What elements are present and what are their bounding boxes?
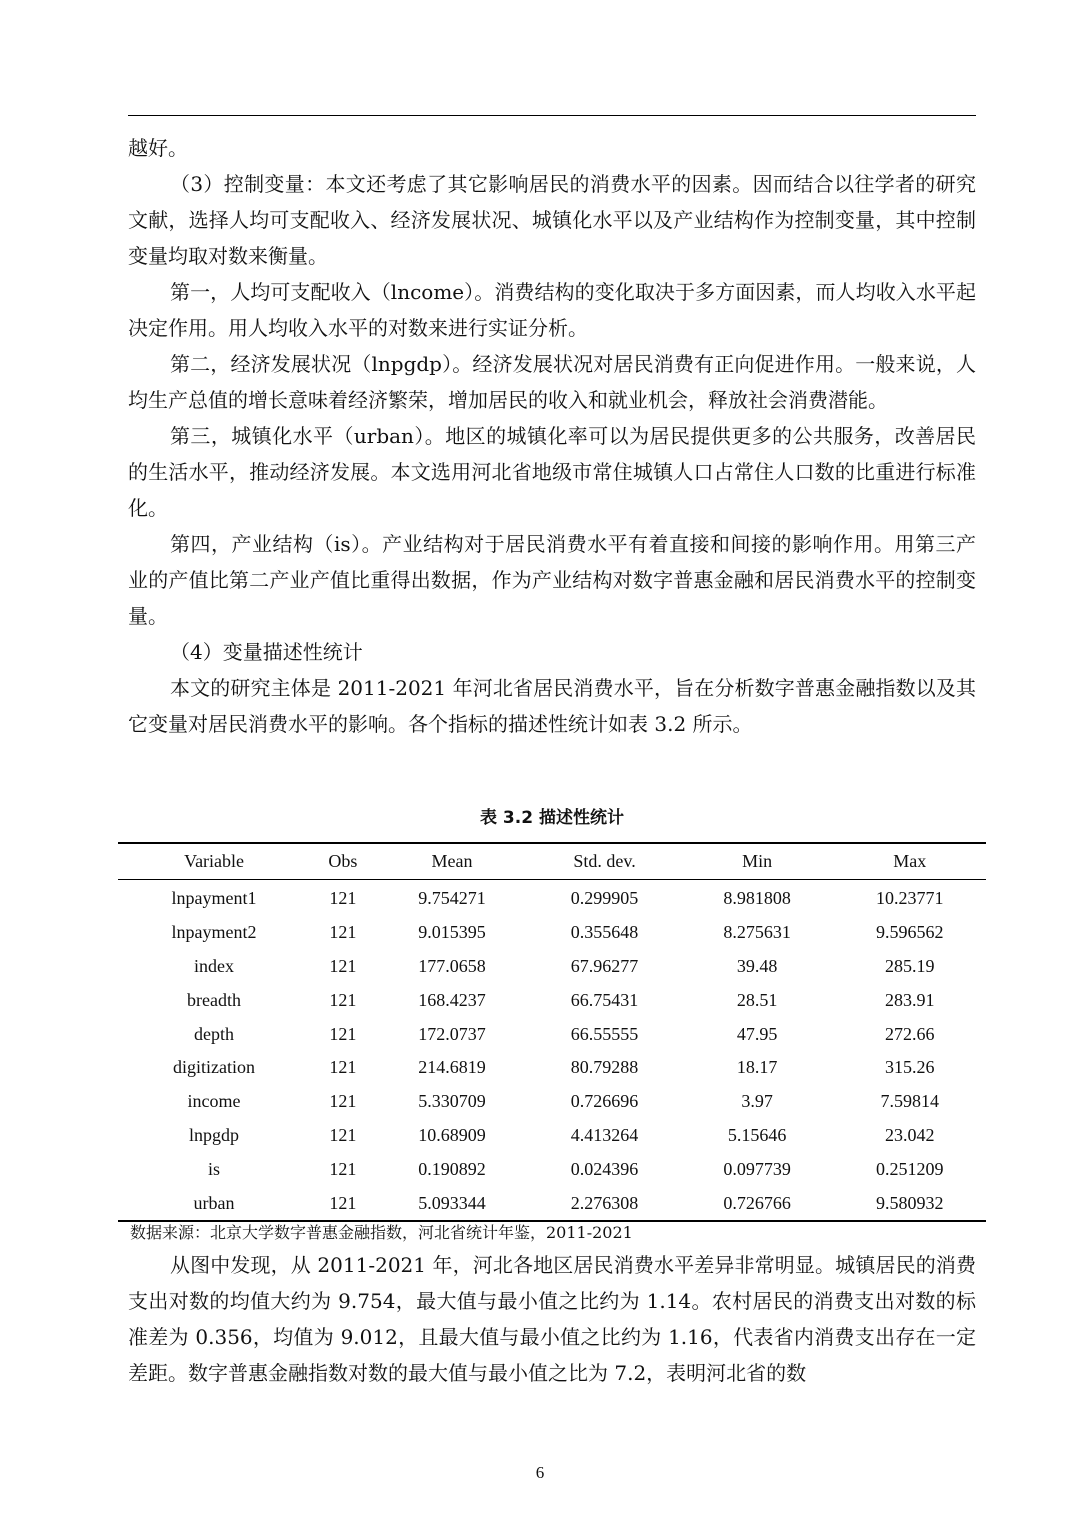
cell-variable: urban <box>118 1186 310 1221</box>
cell-std-dev: 2.276308 <box>528 1186 681 1221</box>
cell-obs: 121 <box>329 1091 357 1112</box>
cell-min: 18.17 <box>736 1057 778 1078</box>
cell-min: 0.097739 <box>723 1158 791 1179</box>
cell-std-dev: 67.96277 <box>570 955 639 976</box>
cell-max: 9.596562 <box>875 922 944 943</box>
cell-mean: 172.0737 <box>418 1023 486 1044</box>
cell-variable: lnpgdp <box>189 1124 240 1145</box>
cell-std-dev: 66.75431 <box>570 989 639 1010</box>
cell-max: 9.580932 <box>833 1186 986 1221</box>
body-text-bottom <box>128 1247 976 1391</box>
body-text-top <box>128 130 976 742</box>
cell-variable: digitization <box>173 1057 256 1078</box>
section-heading-descriptive-stats: （4）变量描述性统计 <box>170 640 363 664</box>
cell-obs: 121 <box>329 1158 357 1179</box>
cell-variable: lnpayment2 <box>171 922 257 943</box>
cell-min: 47.95 <box>736 1023 778 1044</box>
cell-max: 10.23771 <box>875 888 944 909</box>
cell-std-dev: 0.299905 <box>570 888 639 909</box>
cell-mean: 168.4237 <box>418 989 486 1010</box>
cell-obs: 121 <box>329 989 357 1010</box>
cell-max: 315.26 <box>884 1057 935 1078</box>
cell-mean: 177.0658 <box>418 955 486 976</box>
cell-mean: 9.015395 <box>418 922 486 943</box>
cell-variable: breadth <box>187 989 242 1010</box>
header-rule <box>128 115 976 116</box>
cell-min: 5.15646 <box>727 1124 787 1145</box>
cell-std-dev: 80.79288 <box>570 1057 639 1078</box>
table-row <box>118 1186 986 1221</box>
cell-max: 23.042 <box>884 1124 935 1145</box>
cell-obs: 121 <box>310 1186 376 1221</box>
table-row <box>118 983 986 1017</box>
cell-mean: 5.093344 <box>376 1186 529 1221</box>
cell-max: 272.66 <box>884 1023 935 1044</box>
cell-variable: income <box>187 1091 241 1112</box>
paragraph-study-subject: 本文的研究主体是 2011-2021 年河北省居民消费水平，旨在分析数字普惠金融指数以及其它变量对居民消费水平的影响。各个指标的描述性统计如表 3.2 所示。 <box>128 676 976 736</box>
table-row <box>118 1152 986 1186</box>
table-header-row <box>118 843 986 880</box>
cell-min: 3.97 <box>741 1091 773 1112</box>
header-std-dev: Std. dev. <box>528 843 681 880</box>
table-row <box>118 880 986 916</box>
cell-min: 8.981808 <box>723 888 791 909</box>
table-caption: 表 3.2 描述性统计 <box>480 808 624 828</box>
page-number: 6 <box>535 1463 545 1482</box>
cell-obs: 121 <box>329 955 357 976</box>
table-source-note: 数据来源：北京大学数字普惠金融指数，河北省统计年鉴，2011-2021 <box>130 1223 633 1242</box>
cell-max: 285.19 <box>884 955 935 976</box>
descriptive-stats-table <box>118 842 986 1222</box>
paragraph-control-variables: （3）控制变量：本文还考虑了其它影响居民的消费水平的因素。因而结合以往学者的研究文献，选择人均可支配收入、经济发展状况、城镇化水平以及产业结构作为控制变量，其中控制变量均取对数来衡量。 <box>128 172 976 268</box>
cell-mean: 10.68909 <box>418 1124 486 1145</box>
cell-std-dev: 0.355648 <box>570 922 639 943</box>
paragraph-continuation: 越好。 <box>128 136 188 160</box>
cell-obs: 121 <box>329 1023 357 1044</box>
cell-mean: 214.6819 <box>418 1057 486 1078</box>
paragraph-findings: 从图中发现，从 2011-2021 年，河北各地区居民消费水平差异非常明显。城镇居民的消费支出对数的均值大约为 9.754，最大值与最小值之比约为 1.14。农村居民的消费支出对数的标准差为 0.356，均值为 9.012，且最大值与最小值之比约为 1.16，代表省内消费支出存在一定差距。数字普惠金融指数对数的最大值与最小值之比为 7.2，表明河北省的数 <box>128 1253 976 1385</box>
cell-variable: index <box>194 955 235 976</box>
cell-std-dev: 4.413264 <box>570 1124 639 1145</box>
cell-obs: 121 <box>329 888 357 909</box>
paragraph-lnpgdp: 第二，经济发展状况（lnpgdp）。经济发展状况对居民消费有正向促进作用。一般来说，人均生产总值的增长意味着经济繁荣，增加居民的收入和就业机会，释放社会消费潜能。 <box>128 352 976 412</box>
cell-obs: 121 <box>329 1057 357 1078</box>
cell-min: 28.51 <box>736 989 778 1010</box>
cell-min: 0.726766 <box>681 1186 834 1221</box>
cell-std-dev: 0.024396 <box>570 1158 639 1179</box>
table-row <box>118 1017 986 1051</box>
cell-mean: 9.754271 <box>418 888 486 909</box>
cell-variable: depth <box>194 1023 235 1044</box>
paragraph-income: 第一，人均可支配收入（lncome）。消费结构的变化取决于多方面因素，而人均收入水平起决定作用。用人均收入水平的对数来进行实证分析。 <box>128 280 976 340</box>
table-row <box>118 1085 986 1119</box>
table-row <box>118 950 986 984</box>
cell-obs: 121 <box>329 1124 357 1145</box>
cell-std-dev: 66.55555 <box>570 1023 639 1044</box>
cell-min: 39.48 <box>736 955 778 976</box>
cell-max: 7.59814 <box>880 1091 939 1112</box>
header-mean: Mean <box>376 843 529 880</box>
header-min: Min <box>681 843 834 880</box>
header-max: Max <box>833 843 986 880</box>
paragraph-is: 第四，产业结构（is）。产业结构对于居民消费水平有着直接和间接的影响作用。用第三产业的产值比第二产业产值比重得出数据，作为产业结构对数字普惠金融和居民消费水平的控制变量。 <box>128 532 976 628</box>
paragraph-urban: 第三，城镇化水平（urban）。地区的城镇化率可以为居民提供更多的公共服务，改善居民的生活水平，推动经济发展。本文选用河北省地级市常住城镇人口占常住人口数的比重进行标准化。 <box>128 424 976 520</box>
table-row <box>118 1051 986 1085</box>
table-row <box>118 916 986 950</box>
cell-variable: is <box>208 1158 221 1179</box>
cell-max: 283.91 <box>884 989 935 1010</box>
cell-std-dev: 0.726696 <box>570 1091 639 1112</box>
cell-mean: 5.330709 <box>418 1091 486 1112</box>
cell-obs: 121 <box>329 922 357 943</box>
cell-variable: lnpayment1 <box>171 888 257 909</box>
cell-mean: 0.190892 <box>418 1158 486 1179</box>
cell-min: 8.275631 <box>723 922 791 943</box>
cell-max: 0.251209 <box>875 1158 944 1179</box>
header-variable: Variable <box>118 843 310 880</box>
table-row <box>118 1119 986 1153</box>
header-obs: Obs <box>310 843 376 880</box>
